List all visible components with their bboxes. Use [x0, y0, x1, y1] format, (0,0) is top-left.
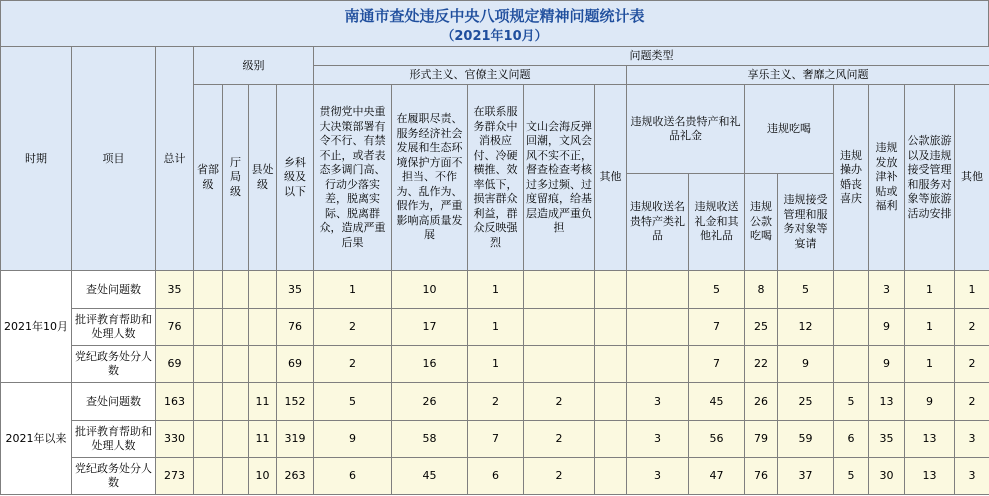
header-province: 省部级: [194, 85, 223, 271]
value-cell: [834, 271, 869, 309]
value-cell: [249, 271, 277, 309]
value-cell: 35: [869, 421, 905, 458]
value-cell: [524, 346, 595, 383]
value-cell: 330: [156, 421, 194, 458]
value-cell: [595, 346, 627, 383]
value-cell: 6: [468, 458, 524, 495]
value-cell: 163: [156, 383, 194, 421]
value-cell: 2: [314, 346, 392, 383]
period-cell: 2021年10月: [1, 271, 72, 383]
header-formalism-3: 在联系服务群众中消极应付、冷硬横推、效率低下，损害群众利益，群众反映强烈: [468, 85, 524, 271]
value-cell: 26: [392, 383, 468, 421]
value-cell: [223, 271, 249, 309]
title-block: [0, 0, 989, 47]
header-gift: 违规收送名贵特产和礼品礼金: [627, 85, 745, 174]
value-cell: [223, 309, 249, 346]
table-subtitle: （2021年10月）: [441, 29, 548, 44]
value-cell: 22: [745, 346, 778, 383]
header-formalism-2: 在履职尽责、服务经济社会发展和生态环境保护方面不担当、不作为、乱作为、假作为，严重影响高质量发展: [392, 85, 468, 271]
value-cell: 6: [834, 421, 869, 458]
value-cell: 2: [955, 346, 989, 383]
header-formalism-4: 文山会海反弹回潮，文风会风不实不正，督查检查考核过多过频、过度留痕，给基层造成严重负担: [524, 85, 595, 271]
table-row: [1, 421, 989, 458]
value-cell: [595, 309, 627, 346]
value-cell: 3: [627, 458, 689, 495]
value-cell: [223, 346, 249, 383]
value-cell: 26: [745, 383, 778, 421]
value-cell: [223, 458, 249, 495]
item-cell: 党纪政务处分人数: [72, 458, 156, 495]
value-cell: 2: [955, 383, 989, 421]
item-cell: 批评教育帮助和处理人数: [72, 421, 156, 458]
value-cell: 69: [156, 346, 194, 383]
header-formalism-other: 其他: [595, 85, 627, 271]
header-county: 县处级: [249, 85, 277, 271]
header-row-1: [1, 47, 989, 66]
value-cell: 1: [905, 271, 955, 309]
value-cell: 9: [314, 421, 392, 458]
header-travel: 公款旅游以及违规接受管理和服务对象等旅游活动安排: [905, 85, 955, 271]
table-row: [1, 383, 989, 421]
value-cell: 5: [834, 383, 869, 421]
value-cell: [223, 383, 249, 421]
header-wedding: 违规操办婚丧喜庆: [834, 85, 869, 271]
value-cell: 9: [869, 346, 905, 383]
value-cell: 1: [905, 346, 955, 383]
value-cell: 5: [689, 271, 745, 309]
value-cell: 8: [745, 271, 778, 309]
value-cell: 7: [468, 421, 524, 458]
value-cell: 5: [314, 383, 392, 421]
value-cell: 69: [277, 346, 314, 383]
value-cell: [524, 271, 595, 309]
value-cell: [249, 346, 277, 383]
value-cell: 2: [524, 383, 595, 421]
value-cell: 1: [468, 271, 524, 309]
value-cell: 25: [745, 309, 778, 346]
value-cell: 30: [869, 458, 905, 495]
value-cell: 3: [627, 383, 689, 421]
value-cell: 11: [249, 383, 277, 421]
value-cell: 35: [156, 271, 194, 309]
header-item: 项目: [72, 47, 156, 271]
header-problem-type: 问题类型: [314, 47, 989, 66]
value-cell: [194, 309, 223, 346]
value-cell: 1: [955, 271, 989, 309]
value-cell: 9: [778, 346, 834, 383]
value-cell: [524, 309, 595, 346]
value-cell: 10: [392, 271, 468, 309]
value-cell: [595, 458, 627, 495]
value-cell: 9: [869, 309, 905, 346]
value-cell: [194, 271, 223, 309]
value-cell: 7: [689, 309, 745, 346]
value-cell: [223, 421, 249, 458]
value-cell: 2: [524, 421, 595, 458]
value-cell: 76: [156, 309, 194, 346]
value-cell: 37: [778, 458, 834, 495]
value-cell: [595, 271, 627, 309]
header-meal-public: 违规公款吃喝: [745, 174, 778, 271]
value-cell: 16: [392, 346, 468, 383]
data-body: [1, 271, 989, 495]
value-cell: 2: [314, 309, 392, 346]
value-cell: 58: [392, 421, 468, 458]
value-cell: 79: [745, 421, 778, 458]
value-cell: [194, 458, 223, 495]
value-cell: 17: [392, 309, 468, 346]
value-cell: 11: [249, 421, 277, 458]
value-cell: 319: [277, 421, 314, 458]
value-cell: 1: [468, 346, 524, 383]
statistics-table: [0, 46, 989, 495]
value-cell: 1: [314, 271, 392, 309]
item-cell: 批评教育帮助和处理人数: [72, 309, 156, 346]
value-cell: [627, 271, 689, 309]
value-cell: 13: [905, 458, 955, 495]
value-cell: 12: [778, 309, 834, 346]
value-cell: 263: [277, 458, 314, 495]
value-cell: 56: [689, 421, 745, 458]
item-cell: 党纪政务处分人数: [72, 346, 156, 383]
value-cell: 47: [689, 458, 745, 495]
item-cell: 查处问题数: [72, 383, 156, 421]
header-subsidy: 违规发放津补贴或福利: [869, 85, 905, 271]
header-period: 时期: [1, 47, 72, 271]
header-hedonism-other: 其他: [955, 85, 989, 271]
table-row: [1, 346, 989, 383]
value-cell: 2: [468, 383, 524, 421]
value-cell: [834, 309, 869, 346]
value-cell: 5: [834, 458, 869, 495]
header-meal-banquet: 违规接受管理和服务对象等宴请: [778, 174, 834, 271]
value-cell: 10: [249, 458, 277, 495]
value-cell: 7: [689, 346, 745, 383]
table-row: [1, 458, 989, 495]
value-cell: 45: [392, 458, 468, 495]
header-hedonism: 享乐主义、奢靡之风问题: [627, 66, 989, 85]
value-cell: 2: [524, 458, 595, 495]
header-formalism: 形式主义、官僚主义问题: [314, 66, 627, 85]
value-cell: [834, 346, 869, 383]
table-row: [1, 309, 989, 346]
header-bureau: 厅局级: [223, 85, 249, 271]
value-cell: 13: [905, 421, 955, 458]
header-total: 总计: [156, 47, 194, 271]
item-cell: 查处问题数: [72, 271, 156, 309]
value-cell: [194, 421, 223, 458]
header-gift-specialty: 违规收送名贵特产类礼品: [627, 174, 689, 271]
value-cell: 76: [277, 309, 314, 346]
header-formalism-1: 贯彻党中央重大决策部署有令不行、有禁不止，或者表态多调门高、行动少落实差，脱离实际、脱离群众，造成严重后果: [314, 85, 392, 271]
value-cell: [627, 346, 689, 383]
header-meal: 违规吃喝: [745, 85, 834, 174]
header-level: 级别: [194, 47, 314, 85]
value-cell: 35: [277, 271, 314, 309]
header-township: 乡科级及以下: [277, 85, 314, 271]
value-cell: 5: [778, 271, 834, 309]
value-cell: 3: [869, 271, 905, 309]
header-gift-cash: 违规收送礼金和其他礼品: [689, 174, 745, 271]
value-cell: 45: [689, 383, 745, 421]
value-cell: 3: [955, 458, 989, 495]
value-cell: [595, 421, 627, 458]
value-cell: 9: [905, 383, 955, 421]
value-cell: 2: [955, 309, 989, 346]
value-cell: [249, 309, 277, 346]
value-cell: 152: [277, 383, 314, 421]
value-cell: 3: [627, 421, 689, 458]
value-cell: 3: [955, 421, 989, 458]
value-cell: [627, 309, 689, 346]
value-cell: 273: [156, 458, 194, 495]
value-cell: 1: [468, 309, 524, 346]
table-row: [1, 271, 989, 309]
value-cell: 25: [778, 383, 834, 421]
value-cell: 6: [314, 458, 392, 495]
value-cell: [194, 383, 223, 421]
value-cell: 13: [869, 383, 905, 421]
value-cell: [595, 383, 627, 421]
value-cell: 1: [905, 309, 955, 346]
value-cell: 76: [745, 458, 778, 495]
table-title: 南通市查处违反中央八项规定精神问题统计表: [344, 7, 645, 25]
period-cell: 2021年以来: [1, 383, 72, 495]
value-cell: [194, 346, 223, 383]
value-cell: 59: [778, 421, 834, 458]
